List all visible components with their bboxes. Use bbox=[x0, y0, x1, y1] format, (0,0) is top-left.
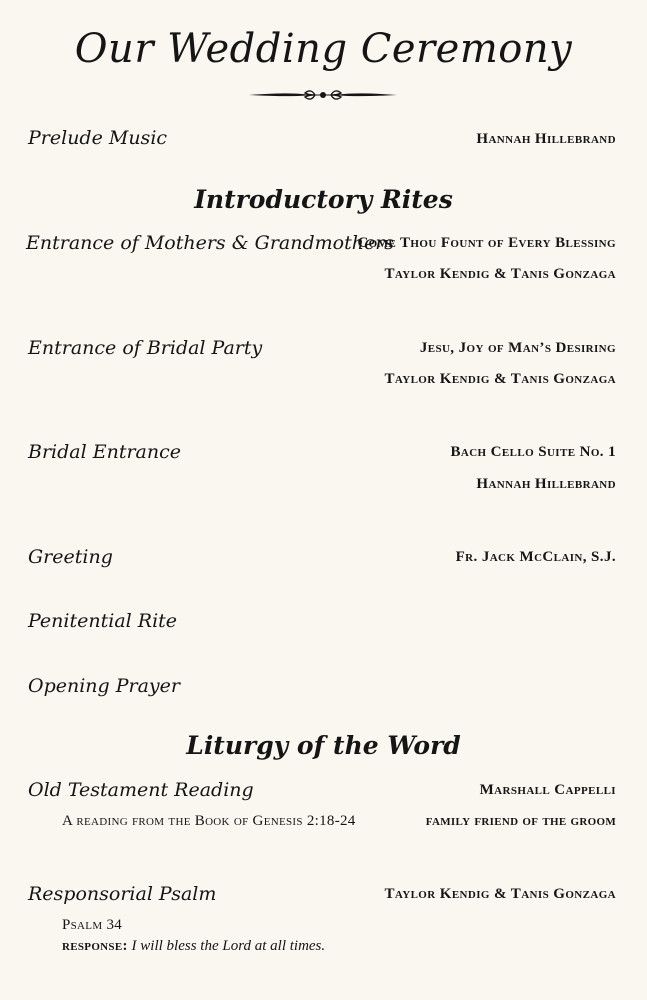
mothers-entrance-label: Entrance of Mothers & Grandmothers bbox=[26, 232, 395, 254]
psalm-response-text: I will bless the Lord at all times. bbox=[131, 938, 326, 954]
prelude-performer: Hannah Hillebrand bbox=[476, 131, 616, 147]
ot-reading-citation: A reading from the Book of Genesis 2:18-24 bbox=[62, 813, 356, 829]
ot-reading-reader: Marshall Cappelli bbox=[479, 782, 616, 798]
heading-introductory-rites: Introductory Rites bbox=[194, 185, 453, 214]
ornament-divider bbox=[247, 86, 399, 104]
page-title: Our Wedding Ceremony bbox=[74, 26, 573, 72]
prelude-label: Prelude Music bbox=[28, 127, 168, 149]
psalm-response bbox=[62, 938, 325, 955]
greeting-officiant: Fr. Jack McClain, S.J. bbox=[455, 549, 616, 565]
psalm-response-label: response: bbox=[62, 938, 128, 954]
bridal-party-piece: Jesu, Joy of Man’s Desiring bbox=[419, 340, 616, 356]
bridal-entrance-performer: Hannah Hillebrand bbox=[476, 476, 616, 492]
bridal-entrance-label: Bridal Entrance bbox=[28, 441, 182, 463]
bridal-party-performer: Taylor Kendig & Tanis Gonzaga bbox=[384, 371, 616, 387]
ot-reading-label: Old Testament Reading bbox=[28, 779, 254, 801]
mothers-entrance-piece: Come Thou Fount of Every Blessing bbox=[357, 235, 616, 251]
greeting-label: Greeting bbox=[28, 546, 113, 568]
psalm-label: Responsorial Psalm bbox=[28, 883, 217, 905]
psalm-number: Psalm 34 bbox=[62, 917, 123, 933]
ot-reading-relation: family friend of the groom bbox=[425, 813, 616, 829]
bridal-entrance-piece: Bach Cello Suite No. 1 bbox=[450, 444, 616, 460]
opening-prayer-label: Opening Prayer bbox=[28, 675, 180, 697]
bridal-party-label: Entrance of Bridal Party bbox=[28, 337, 263, 359]
mothers-entrance-performer: Taylor Kendig & Tanis Gonzaga bbox=[384, 266, 616, 282]
psalm-performer: Taylor Kendig & Tanis Gonzaga bbox=[384, 886, 616, 902]
penitential-rite-label: Penitential Rite bbox=[28, 610, 178, 632]
heading-liturgy-of-the-word: Liturgy of the Word bbox=[186, 731, 461, 760]
